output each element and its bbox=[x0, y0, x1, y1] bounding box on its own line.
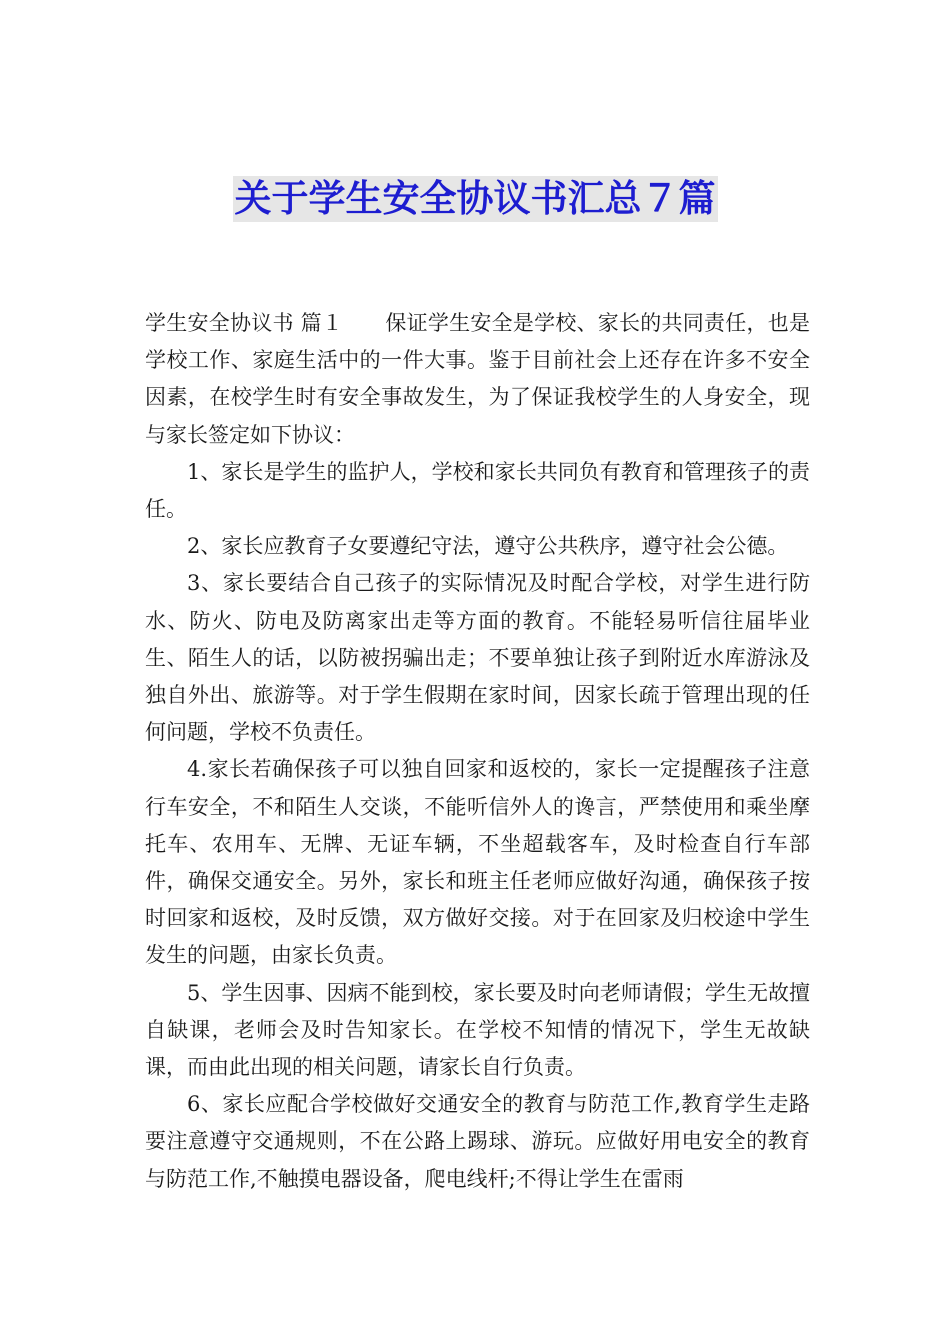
agreement-item-6: 6、家长应配合学校做好交通安全的教育与防范工作,教育学生走路要注意遵守交通规则，不在公路上踢球、游玩。应做好用电安全的教育与防范工作,不触摸电器设备，爬电线杆;不得让学生在雷雨 bbox=[145, 1092, 810, 1191]
title-container bbox=[0, 176, 950, 222]
document-body bbox=[145, 305, 810, 1198]
intro-text: 保证学生安全是学校、家长的共同责任，也是学校工作、家庭生活中的一件大事。鉴于目前社会上还存在许多不安全因素，在校学生时有安全事故发生，为了保证我校学生的人身安全，现与家长签定如下协议： bbox=[145, 311, 810, 447]
section-label: 学生安全协议书 篇１ bbox=[145, 311, 344, 335]
agreement-item-3: 3、家长要结合自己孩子的实际情况及时配合学校，对学生进行防水、防火、防电及防离家出走等方面的教育。不能轻易听信往届毕业生、陌生人的话，以防被拐骗出走；不要单独让孩子到附近水库游泳及独自外出、旅游等。对于学生假期在家时间，因家长疏于管理出现的任何问题，学校不负责任。 bbox=[145, 571, 810, 745]
agreement-item-2: 2、家长应教育子女要遵纪守法，遵守公共秩序，遵守社会公德。 bbox=[187, 534, 789, 559]
document-title: 关于学生安全协议书汇总７篇 bbox=[234, 177, 716, 220]
agreement-item-5: 5、学生因事、因病不能到校，家长要及时向老师请假；学生无故擅自缺课，老师会及时告知家长。在学校不知情的情况下，学生无故缺课，而由此出现的相关问题，请家长自行负责。 bbox=[145, 980, 810, 1080]
intro-paragraph bbox=[145, 305, 810, 454]
agreement-item-1: 1、家长是学生的监护人，学校和家长共同负有教育和管理孩子的责任。 bbox=[145, 459, 810, 522]
agreement-item-4: 4.家长若确保孩子可以独自回家和返校的，家长一定提醒孩子注意行车安全，不和陌生人交谈，不能听信外人的谗言，严禁使用和乘坐摩托车、农用车、无牌、无证车辆，不坐超载客车，及时检查自行车部件，确保交通安全。另外，家长和班主任老师应做好沟通，确保孩子按时回家和返校，及时反馈，双方做好交接。对于在回家及归校途中学生发生的问题，由家长负责。 bbox=[145, 757, 810, 968]
